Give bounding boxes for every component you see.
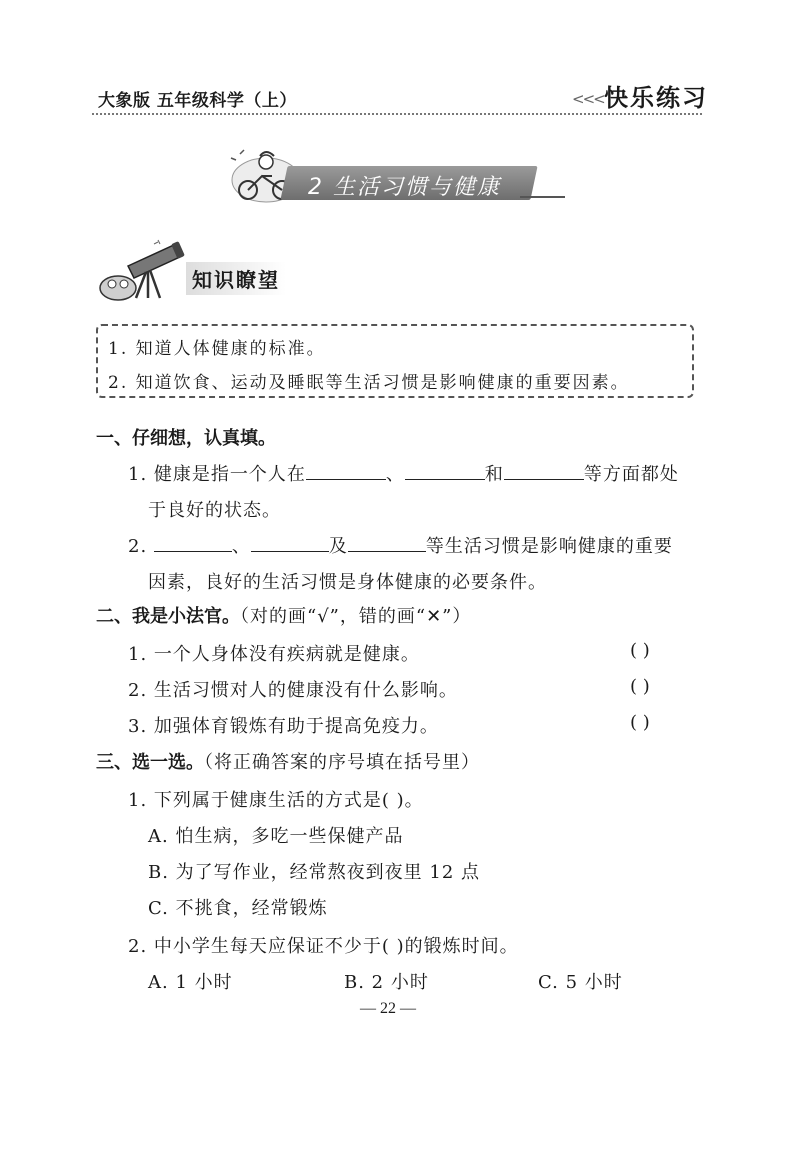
judge-item-2: 2. 生活习惯对人的健康没有什么影响。	[128, 680, 458, 701]
judge-answer-3[interactable]: ( )	[630, 712, 650, 733]
q1-option-c[interactable]: C. 不挑食，经常锻炼	[148, 898, 328, 919]
section-2-heading	[96, 602, 471, 628]
q1-sep-2: 和	[484, 464, 504, 485]
section-3-instruction: （将正确答案的序号填在括号里）	[204, 752, 480, 773]
judge-answer-1[interactable]: ( )	[630, 640, 650, 661]
section-3-title: 三、选一选。	[96, 752, 204, 773]
q1-text-b: 等方面都处	[583, 464, 679, 485]
choice-question-2: 2. 中小学生每天应保证不少于( )的锻炼时间。	[128, 936, 519, 957]
q2-num: 2.	[128, 536, 148, 557]
q2-blank-1[interactable]	[154, 535, 232, 552]
section-3-heading	[96, 748, 480, 774]
section-2-instruction: （对的画“√”，错的画“✕”）	[240, 606, 472, 627]
knowledge-label: 知识瞭望	[186, 262, 286, 295]
q2-sep-1: 、	[231, 536, 251, 557]
telescope-icon	[98, 236, 190, 304]
q1-option-b[interactable]: B. 为了写作业，经常熬夜到夜里 12 点	[148, 862, 481, 883]
q2-line-2: 因素，良好的生活习惯是身体健康的必要条件。	[148, 572, 547, 593]
book-title: 大象版 五年级科学（上）	[98, 91, 297, 111]
section-1-title: 一、仔细想，认真填。	[96, 428, 276, 449]
fill-question-1	[128, 460, 679, 486]
header-divider	[92, 113, 702, 115]
q2-text-b: 等生活习惯是影响健康的重要	[425, 536, 673, 557]
objective-1: 1. 知道人体健康的标准。	[108, 339, 326, 359]
q2-blank-3[interactable]	[348, 535, 426, 552]
header-arrows: <<<	[572, 90, 604, 108]
q2-blank-2[interactable]	[251, 535, 329, 552]
page-number: — 22 —	[360, 1000, 416, 1017]
series-title: 快乐练习	[604, 84, 708, 112]
q1-blank-1[interactable]	[306, 463, 386, 480]
lesson-title: 2 生活习惯与健康	[308, 175, 501, 200]
q2-option-b[interactable]: B. 2 小时	[344, 972, 429, 993]
q1-sep-1: 、	[385, 464, 405, 485]
q1-option-a[interactable]: A. 怕生病，多吃一些保健产品	[148, 826, 404, 847]
judge-item-1: 1. 一个人身体没有疾病就是健康。	[128, 644, 420, 665]
q1-text-a: 1. 健康是指一个人在	[128, 464, 306, 485]
q2-option-a[interactable]: A. 1 小时	[148, 972, 233, 993]
fill-question-2	[128, 532, 673, 558]
section-2-title: 二、我是小法官。	[96, 606, 240, 627]
q2-option-c[interactable]: C. 5 小时	[538, 972, 623, 993]
judge-item-3: 3. 加强体育锻炼有助于提高免疫力。	[128, 716, 439, 737]
q2-sep-2: 及	[328, 536, 348, 557]
q1-line-2: 于良好的状态。	[148, 500, 281, 521]
objective-2: 2. 知道饮食、运动及睡眠等生活习惯是影响健康的重要因素。	[108, 373, 630, 393]
choice-question-1: 1. 下列属于健康生活的方式是( )。	[128, 790, 424, 811]
title-banner-underline	[520, 196, 565, 198]
judge-answer-2[interactable]: ( )	[630, 676, 650, 697]
q1-blank-2[interactable]	[405, 463, 485, 480]
q1-blank-3[interactable]	[504, 463, 584, 480]
